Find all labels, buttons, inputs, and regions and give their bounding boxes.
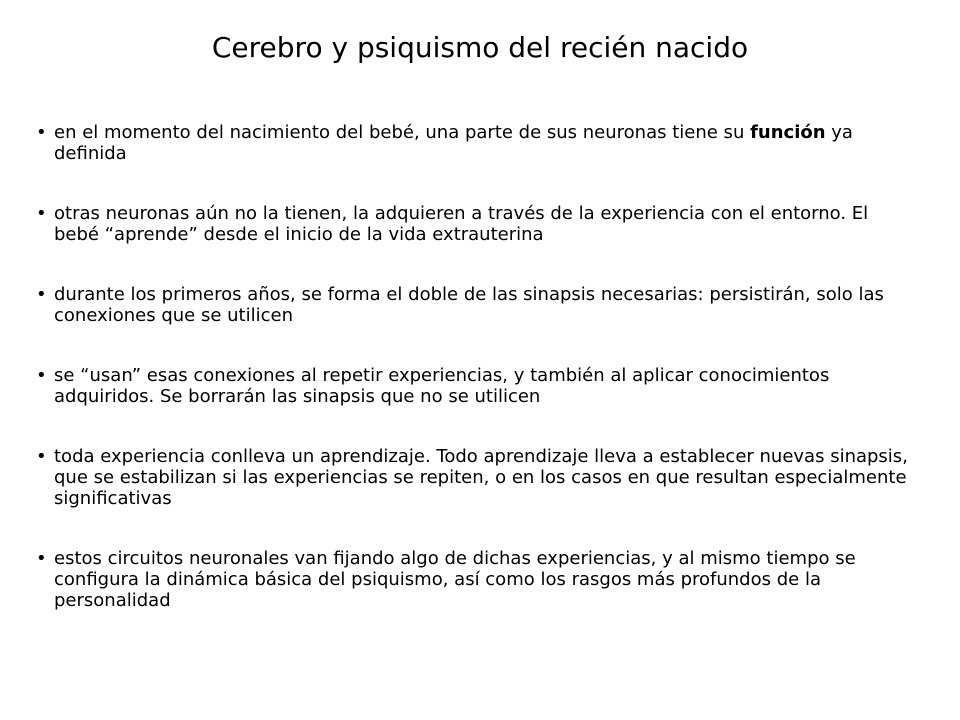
- bullet-text-1-bold: función: [750, 122, 826, 143]
- bullet-dot-icon: •: [36, 122, 47, 143]
- bullet-dot-icon: •: [36, 548, 47, 569]
- bullet-text-4: se “usan” esas conexiones al repetir experiencias, y también al aplicar conocimientos adquiridos. Se borrarán las sinapsis que no se utilicen: [54, 365, 830, 407]
- bullet-text-5: toda experiencia conlleva un aprendizaje. Todo aprendizaje lleva a establecer nuevas sinapsis, que se estabilizan si las experiencias se repiten, o en los casos en que resultan especialmente significativas: [54, 446, 908, 509]
- bullet-dot-icon: •: [36, 284, 47, 305]
- bullet-text-6: estos circuitos neuronales van fijando algo de dichas experiencias, y al mismo tiempo se configura la dinámica básica del psiquismo, así como los rasgos más profundos de la personalidad: [54, 548, 856, 611]
- bullet-item: [36, 284, 916, 326]
- bullet-item: [36, 203, 916, 245]
- bullet-item: [36, 122, 916, 164]
- bullet-text-1-before: en el momento del nacimiento del bebé, una parte de sus neuronas tiene su: [54, 122, 751, 143]
- bullet-text-1-after: ya definida: [54, 122, 853, 164]
- bullet-item: [36, 446, 916, 509]
- bullet-dot-icon: •: [36, 365, 47, 386]
- bullet-list: [36, 122, 916, 650]
- bullet-dot-icon: •: [36, 203, 47, 224]
- slide-title: Cerebro y psiquismo del recién nacido: [211, 31, 749, 64]
- bullet-text-2: otras neuronas aún no la tienen, la adquieren a través de la experiencia con el entorno. El bebé “aprende” desde el inicio de la vida extrauterina: [54, 203, 869, 245]
- bullet-item: [36, 548, 916, 611]
- bullet-item: [36, 365, 916, 407]
- bullet-text-3: durante los primeros años, se forma el doble de las sinapsis necesarias: persistirán, solo las conexiones que se utilicen: [54, 284, 884, 326]
- bullet-dot-icon: •: [36, 446, 47, 467]
